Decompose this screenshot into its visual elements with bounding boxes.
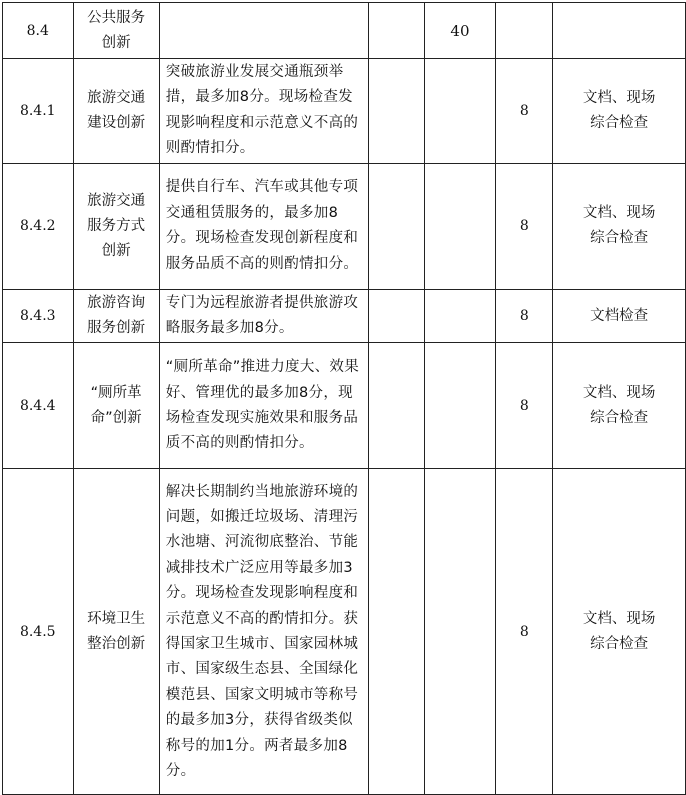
- empty-cell: [424, 163, 496, 289]
- item-name-line: 整治创新: [87, 635, 146, 652]
- item-method: [553, 289, 686, 343]
- item-name-line: 服务方式: [87, 217, 146, 234]
- section-header-row: [3, 3, 686, 59]
- item-name-line: 旅游咨询: [87, 295, 146, 312]
- empty-cell: [424, 343, 496, 469]
- item-method-line: 综合检查: [590, 409, 649, 426]
- item-name-line: 建设创新: [87, 114, 146, 131]
- item-score: 8: [496, 163, 553, 289]
- empty-cell: [424, 289, 496, 343]
- item-code: 8.4.1: [3, 59, 74, 164]
- empty-cell: [424, 59, 496, 164]
- empty-cell: [368, 163, 424, 289]
- item-name-line: 旅游交通: [87, 192, 146, 209]
- item-name: [73, 163, 159, 289]
- section-score: [496, 3, 553, 59]
- section-name-line: 公共服务: [87, 9, 146, 26]
- item-name-line: “厕所革: [90, 384, 142, 401]
- section-method: [553, 3, 686, 59]
- section-code: 8.4: [3, 3, 74, 59]
- item-code: 8.4.2: [3, 163, 74, 289]
- item-method: [553, 343, 686, 469]
- item-method: [553, 469, 686, 795]
- item-description: 提供自行车、汽车或其他专项交通租赁服务的，最多加8分。现场检查发现创新程度和服务品质不高的则酌情扣分。: [159, 163, 368, 289]
- item-method: [553, 59, 686, 164]
- section-name-line: 创新: [101, 34, 131, 51]
- section-blank-cell: [368, 3, 424, 59]
- item-name-line: 环境卫生: [87, 610, 146, 627]
- table-row: [3, 469, 686, 795]
- empty-cell: [368, 469, 424, 795]
- item-name-line: 命”创新: [90, 409, 142, 426]
- table-row: [3, 59, 686, 164]
- item-description: 专门为远程旅游者提供旅游攻略服务最多加8分。: [159, 289, 368, 343]
- empty-cell: [424, 469, 496, 795]
- item-score: 8: [496, 469, 553, 795]
- section-total-score: 40: [424, 3, 496, 59]
- item-name: [73, 469, 159, 795]
- item-method-line: 文档、现场: [582, 205, 656, 222]
- item-name-line: 旅游交通: [87, 89, 146, 106]
- item-method-line: 综合检查: [590, 230, 649, 247]
- item-method-line: 综合检查: [590, 114, 649, 131]
- item-name: [73, 343, 159, 469]
- item-method-line: 综合检查: [590, 635, 649, 652]
- table-row: [3, 163, 686, 289]
- item-name: [73, 59, 159, 164]
- empty-cell: [368, 289, 424, 343]
- item-method-line: 文档检查: [590, 307, 649, 324]
- item-score: 8: [496, 343, 553, 469]
- item-score: 8: [496, 59, 553, 164]
- item-description: 解决长期制约当地旅游环境的问题，如搬迁垃圾场、清理污水池塘、河流彻底整治、节能减排技术广泛应用等最多加3分。现场检查发现影响程度和示范意义不高的酌情扣分。获得国家卫生城市、国家园林城市、国家级生态县、全国绿化模范县、国家文明城市等称号的最多加3分，获得省级类似称号的加1分。两者最多加8分。: [159, 469, 368, 795]
- table-row: [3, 343, 686, 469]
- item-method-line: 文档、现场: [582, 610, 656, 627]
- item-code: 8.4.5: [3, 469, 74, 795]
- item-method: [553, 163, 686, 289]
- item-code: 8.4.3: [3, 289, 74, 343]
- empty-cell: [368, 343, 424, 469]
- item-name: [73, 289, 159, 343]
- item-method-line: 文档、现场: [582, 384, 656, 401]
- section-name: [73, 3, 159, 59]
- item-description: 突破旅游业发展交通瓶颈举措，最多加8分。现场检查发现影响程度和示范意义不高的则酌情扣分。: [159, 59, 368, 164]
- table-row: [3, 289, 686, 343]
- item-score: 8: [496, 289, 553, 343]
- section-description: [159, 3, 368, 59]
- item-method-line: 文档、现场: [582, 89, 656, 106]
- item-name-line: 服务创新: [87, 320, 146, 337]
- item-description: “厕所革命”推进力度大、效果好、管理优的最多加8分，现场检查发现实施效果和服务品质不高的则酌情扣分。: [159, 343, 368, 469]
- item-name-line: 创新: [101, 242, 131, 259]
- scoring-table: [2, 2, 686, 795]
- empty-cell: [368, 59, 424, 164]
- item-code: 8.4.4: [3, 343, 74, 469]
